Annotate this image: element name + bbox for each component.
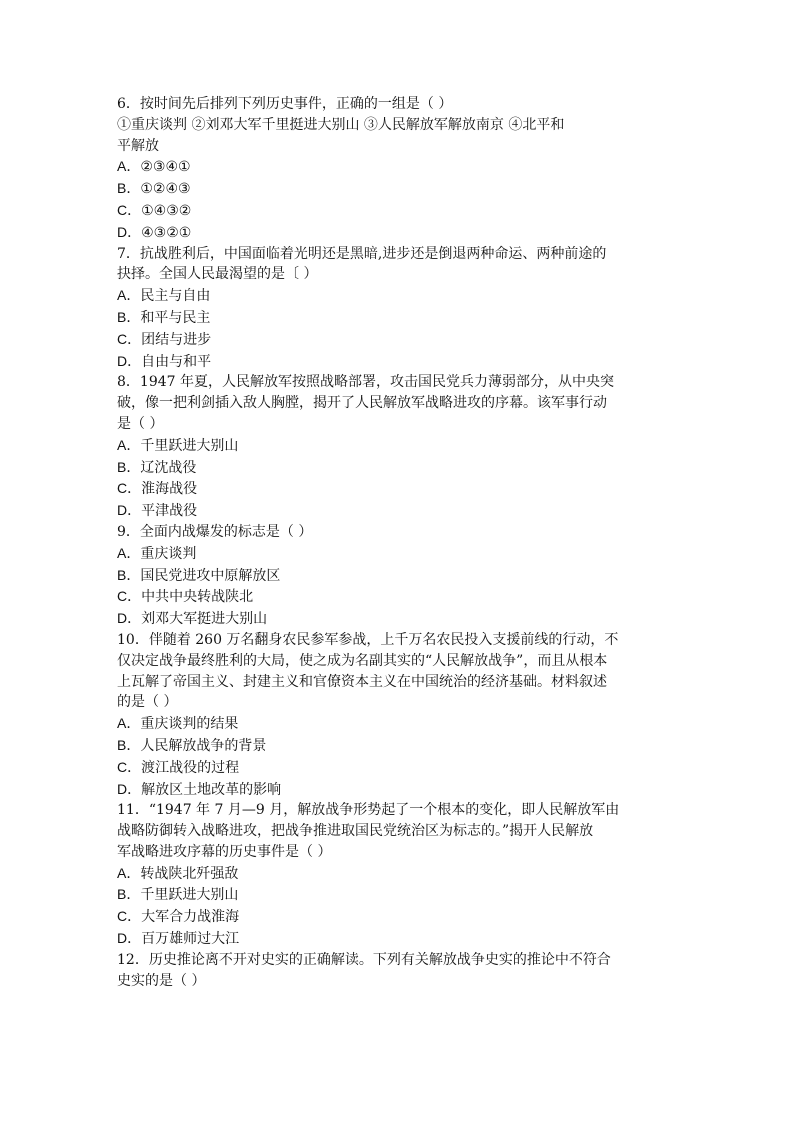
question-stem-line: 的是（ ） [117,694,178,711]
option-letter: B． [117,458,141,475]
question-9 [117,522,669,630]
question-stem-line: 平解放 [117,137,159,154]
option-text: 辽沈战役 [140,459,197,476]
option-text: 平津战役 [141,503,198,520]
question-12 [117,950,669,992]
question-stem-line: 上瓦解了帝国主义、封建主义和官僚资本主义在中国统治的经济基础。材料叙述 [117,673,607,690]
option-letter: C． [117,480,142,497]
option-letter: C． [117,908,142,925]
option-text: 千里跃进大别山 [140,437,239,454]
option-d [117,351,669,373]
option-text: 自由与和平 [141,353,212,370]
option-text: 团结与进步 [141,331,212,348]
question-stem-line: 8．1947 年夏，人民解放军按照战略部署，攻击国民党兵力薄弱部分，从中央突 [117,374,614,391]
option-letter: B． [117,180,141,197]
option-a [117,435,669,457]
option-b [117,735,669,757]
question-stem-line: 11．“1947 年 7 月—9 月，解放战争形势起了一个根本的变化，即人民解放军由 [117,802,620,819]
option-a [117,285,669,307]
option-letter: A． [117,287,141,304]
question-stem-line: 6．按时间先后排列下列历史事件，正确的一组是（ ） [117,96,453,112]
option-text: 重庆谈判 [140,545,197,562]
option-c [117,757,669,779]
question-stem-line: 12．历史推论离不开对史实的正确解读。下列有关解放战争史实的推论中不符合 [117,951,611,968]
option-letter: D． [117,780,142,797]
option-d [117,500,669,522]
option-d [117,928,669,950]
option-text: 千里跃进大别山 [140,887,239,904]
option-letter: A． [117,436,141,453]
option-letter: C． [117,201,142,218]
question-10 [117,630,669,800]
option-text: ①④③② [141,202,192,219]
question-stem-line: 史实的是（ ） [117,972,206,989]
option-letter: A． [117,864,141,881]
option-text: 渡江战役的过程 [141,759,240,776]
option-letter: A． [117,715,141,732]
option-letter: D． [117,223,142,240]
option-d [117,608,669,630]
option-b [117,457,669,479]
question-stem-line: 9．全面内战爆发的标志是（ ） [117,523,313,540]
option-text: ④③②① [141,224,192,241]
option-text: 刘邓大军挺进大别山 [141,611,268,628]
option-text: 国民党进攻中原解放区 [140,567,281,584]
option-letter: C． [117,330,142,347]
option-letter: B． [117,886,141,903]
question-stem-line: 破，像一把利剑插入敌人胸膛，揭开了人民解放军战略进攻的序幕。该军事行动 [117,395,607,412]
question-6 [117,94,669,244]
option-b [117,565,669,587]
option-b [117,178,669,200]
option-letter: A． [117,158,141,175]
option-d [117,222,669,244]
option-a [117,543,669,565]
question-stem-line: ①重庆谈判 ②刘邓大军千里挺进大别山 ③人民解放军解放南京 ④北平和 [117,116,565,133]
option-text: 大军合力战淮海 [141,909,240,926]
question-8 [117,372,669,522]
option-letter: D． [117,610,142,627]
option-b [117,307,669,329]
question-stem-line: 10．伴随着 260 万名翻身农民参军参战，上千万名农民投入支援前线的行动，不 [117,631,619,648]
option-c [117,200,669,222]
option-d [117,779,669,801]
option-text: 转战陕北歼强敌 [140,865,239,882]
option-c [117,586,669,608]
option-letter: D． [117,930,142,947]
option-text: 中共中央转战陕北 [141,589,254,606]
option-c [117,329,669,351]
option-letter: B． [117,736,141,753]
option-text: 淮海战役 [141,481,198,498]
question-stem-line: 7．抗战胜利后，中国面临着光明还是黑暗,进步还是倒退两种命运、两种前途的 [117,245,607,262]
option-text: ①②④③ [140,181,191,198]
question-11 [117,800,669,950]
option-a [117,713,669,735]
option-b [117,884,669,906]
question-stem-line: 战略防御转入战略进攻，把战争推进取国民党统治区为标志的。”揭开人民解放 [117,823,594,840]
question-stem-line: 抉择。全国人民最渴望的是〔 ） [117,266,318,283]
option-text: ②③④① [140,159,191,176]
question-stem-line: 军战略进攻序幕的历史事件是（ ） [117,843,332,860]
question-stem-line: 仅决定战争最终胜利的大局，使之成为名副其实的“人民解放战争”，而且从根本 [117,652,608,669]
option-text: 人民解放战争的背景 [140,737,267,754]
option-text: 重庆谈判的结果 [140,716,239,733]
option-text: 百万雄师过大江 [141,931,240,948]
option-letter: B． [117,566,141,583]
option-letter: C． [117,588,142,605]
option-text: 民主与自由 [140,288,211,305]
option-c [117,906,669,928]
option-letter: D． [117,502,142,519]
option-letter: B． [117,308,141,325]
option-letter: D． [117,352,142,369]
option-a [117,156,669,178]
document-page [117,94,669,991]
option-letter: A． [117,544,141,561]
option-c [117,478,669,500]
question-7 [117,244,669,373]
option-text: 和平与民主 [140,309,211,326]
question-stem-line: 是（ ） [117,415,164,432]
option-letter: C． [117,758,142,775]
option-text: 解放区土地改革的影响 [141,781,282,798]
option-a [117,863,669,885]
